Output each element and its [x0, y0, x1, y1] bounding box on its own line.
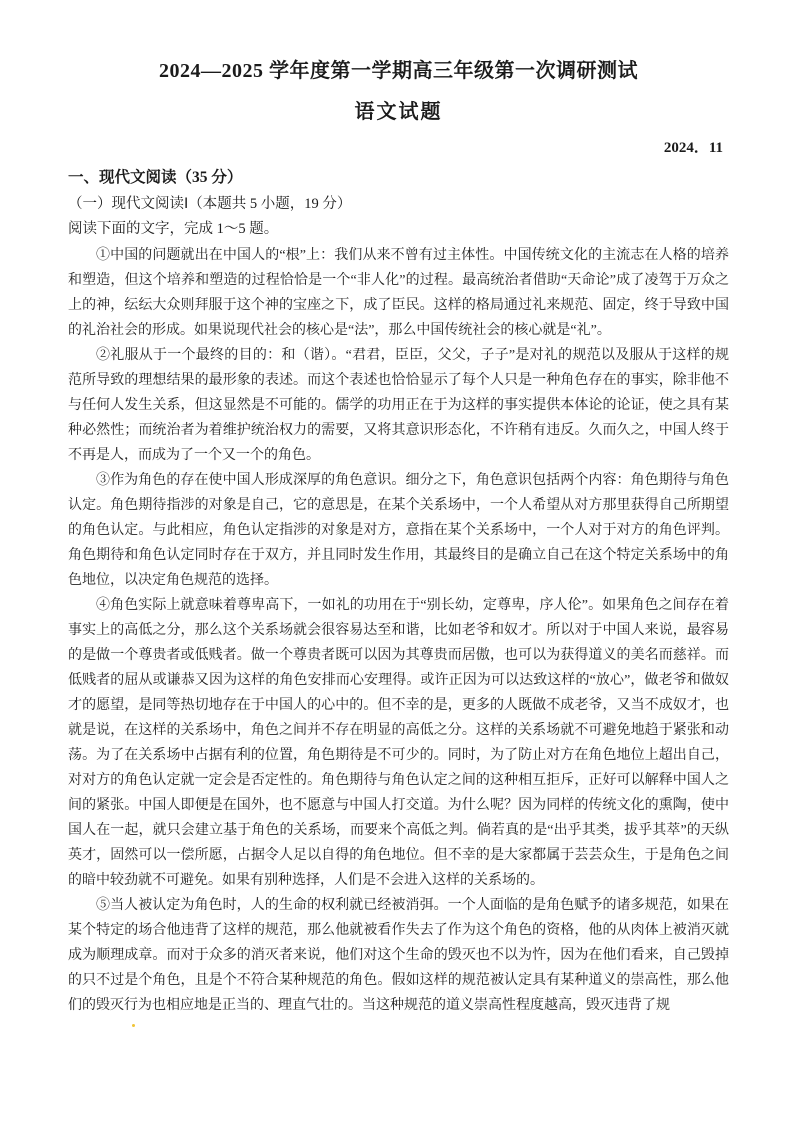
- passage-paragraph-1: ①中国的问题就出在中国人的“根”上：我们从来不曾有过主体性。中国传统文化的主流志在人格的培养和塑造，但这个培养和塑造的过程恰恰是一个“非人化”的过程。最高统治者借助“天命论”成了凌驾于万众之上的神，纭纭大众则拜服于这个神的宝座之下，成了臣民。这样的格局通过礼来规范、固定，终于导致中国的礼治社会的形成。如果说现代社会的核心是“法”，那么中国传统社会的核心就是“礼”。: [68, 247, 729, 338]
- exam-subject-title: 语文试题: [354, 101, 443, 123]
- reading-instruction: 阅读下面的文字，完成 1～5 题。: [68, 221, 279, 238]
- exam-title: 2024—2025 学年度第一学期高三年级第一次调研测试: [159, 60, 638, 82]
- passage-paragraph-3: ③作为角色的存在使中国人形成深厚的角色意识。细分之下，角色意识包括两个内容：角色期待与角色认定。角色期待指涉的对象是自己，它的意思是，在某个关系场中，一个人希望从对方那里获得自己所期望的角色认定。与此相应，角色认定指涉的对象是对方，意指在某个关系场中，一个人对于对方的角色评判。角色期待和角色认定同时存在于双方，并且同时发生作用，其最终目的是确立自己在这个特定关系场中的角色地位，以决定角色规范的选择。: [68, 472, 729, 588]
- section-heading-modern-reading: 一、现代文阅读（35 分）: [68, 169, 243, 187]
- scan-artifact-dot: [132, 1024, 135, 1027]
- reading-passage: [68, 243, 729, 1018]
- subsection-heading-reading-one: （一）现代文阅读Ⅰ（本题共 5 小题，19 分）: [68, 195, 352, 212]
- passage-paragraph-5: ⑤当人被认定为角色时，人的生命的权利就已经被消弭。一个人面临的是角色赋予的诸多规范，如果在某个特定的场合他违背了这样的规范，那么他就被看作失去了作为这个角色的资格，他的从肉体上被消灭就成为顺理成章。而对于众多的消灭者来说，他们对这个生命的毁灭也不以为忤，因为在他们看来，自己毁掉的只不过是个角色，且是个不符合某种规范的角色。假如这样的规范被认定具有某种道义的崇高性，那么他们的毁灭行为也相应地是正当的、理直气壮的。当这种规范的道义崇高性程度越高，毁灭违背了规: [68, 897, 729, 1013]
- passage-paragraph-2: ②礼服从于一个最终的目的：和（谐）。“君君，臣臣，父父，子子”是对礼的规范以及服从于这样的规范所导致的理想结果的最形象的表述。而这个表述也恰恰显示了每个人只是一种角色存在的事实，除非他不与任何人发生关系，但这显然是不可能的。儒学的功用正在于为这样的事实提供本体论的论证，使之具有某种必然性；而统治者为着维护统治权力的需要，又将其意识形态化，不许稍有违反。久而久之，中国人终于不再是人，而成为了一个又一个的角色。: [68, 347, 729, 463]
- exam-date: 2024．11: [663, 140, 723, 156]
- passage-paragraph-4: ④角色实际上就意味着尊卑高下，一如礼的功用在于“别长幼，定尊卑，序人伦”。如果角色之间存在着事实上的高低之分，那么这个关系场就会很容易达至和谐，比如老爷和奴才。所以对于中国人来说，最容易的是做一个尊贵者或低贱者。做一个尊贵者既可以因为其尊贵而居傲，也可以为获得道义的美名而慈祥。而低贱者的屈从或谦恭又因为这样的角色安排而心安理得。或许正因为可以达致这样的“放心”，做老爷和做奴才的愿望，是同等热切地存在于中国人的心中的。但不幸的是，更多的人既做不成老爷，又当不成奴才，也就是说，在这样的关系场中，角色之间并不存在明显的高低之分。这样的关系场就不可避免地趋于紧张和动荡。为了在关系场中占据有利的位置，角色期待是不可少的。同时，为了防止对方在角色地位上超出自己，对对方的角色认定就一定会是否定性的。角色期待与角色认定之间的这种相互拒斥，正好可以解释中国人之间的紧张。中国人即便是在国外，也不愿意与中国人打交道。为什么呢？因为同样的传统文化的熏陶，使中国人在一起，就只会建立基于角色的关系场，而要来个高低之判。倘若真的是“出乎其类，拔乎其萃”的天纵英才，固然可以一偿所愿，占据令人足以自得的角色地位。但不幸的是大家都属于芸芸众生，于是角色之间的暗中较劲就不可避免。如果有别种选择，人们是不会进入这样的关系场的。: [68, 597, 729, 888]
